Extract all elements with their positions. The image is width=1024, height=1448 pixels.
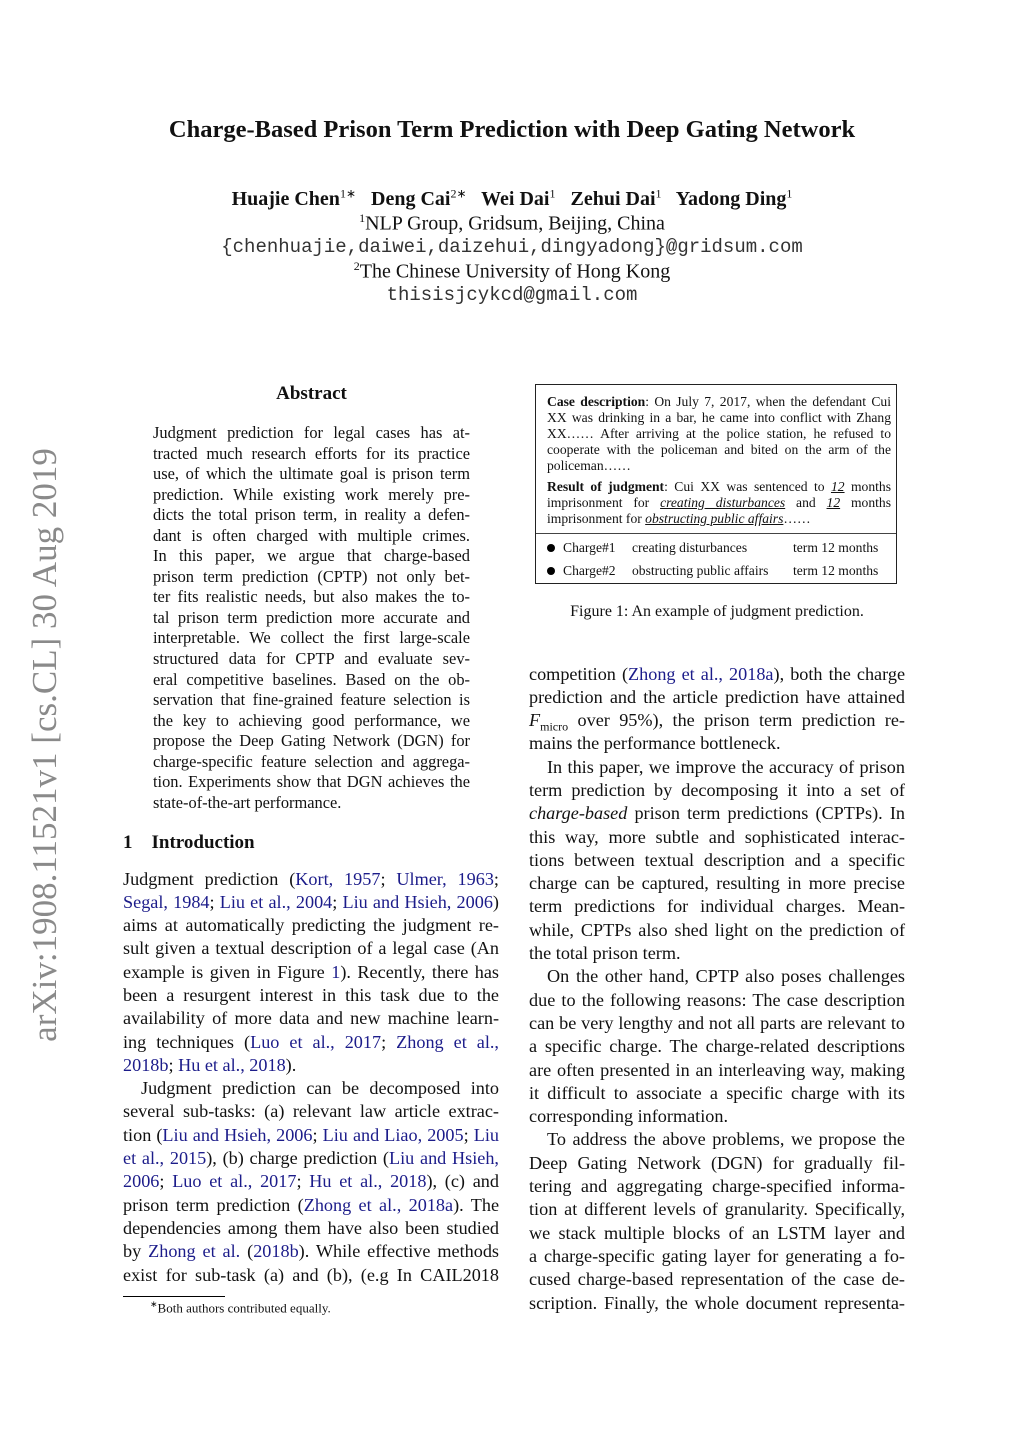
text-segment: use, of which the ultimate goal is prison term (153, 464, 470, 484)
text-segment: due to the following reasons: The case description (529, 989, 905, 1010)
text-line (153, 628, 470, 649)
text-line (123, 1240, 499, 1263)
text-line (529, 1059, 905, 1082)
text-segment: interpretable. We collect the first large-scale (153, 628, 470, 648)
text-line (153, 423, 470, 444)
affiliation-1: $^1$NLP Group, Gridsum, Beijing, China (359, 211, 665, 235)
charge-name: creating disturbances (632, 540, 748, 555)
citation-link[interactable]: Zhong et al., (396, 1031, 499, 1052)
text-line (547, 479, 891, 495)
citation-link[interactable]: Liu and Liao, 2005 (322, 1124, 464, 1145)
figure-divider (536, 533, 896, 534)
text-line (123, 1007, 499, 1030)
citation-link[interactable]: Luo et al., 2017 (250, 1031, 382, 1052)
text-segment: by (123, 1241, 149, 1262)
text-line (153, 752, 470, 773)
citation-link[interactable]: et al., 2015 (123, 1148, 207, 1169)
text-segment: dicts the total prison term, in reality a defen- (153, 505, 470, 525)
text-line (529, 895, 905, 918)
emphasis: 12 (826, 495, 841, 510)
text-line (153, 464, 470, 485)
text-segment: tion ( (123, 1124, 163, 1145)
intro-left-column (123, 868, 499, 1287)
text-line (529, 1082, 905, 1105)
bold-label: Result of judgment (547, 479, 665, 494)
charge-name: obstructing public affairs (632, 563, 769, 578)
text-segment: a charge-specific gating layer for generating a fo- (529, 1245, 905, 1266)
text-segment: cooperate with the policeman and bited on the arm of the (547, 442, 891, 457)
bullet-icon (547, 567, 555, 575)
text-segment: ; (463, 1124, 474, 1145)
text-segment: ; (380, 868, 397, 889)
text-segment: prediction. While existing work merely pre- (153, 484, 470, 504)
citation-link[interactable]: Liu (473, 1124, 499, 1145)
text-line (529, 872, 905, 895)
text-segment: Deep Gating Network (DGN) for gradually fil- (529, 1152, 905, 1173)
text-line (123, 1124, 499, 1147)
text-line (529, 989, 905, 1012)
text-segment: been a resurgent interest in this task due to the (123, 984, 499, 1005)
text-segment: example is given in Figure (123, 961, 332, 982)
text-line (529, 779, 905, 802)
section-heading: 1 Introduction (123, 832, 255, 853)
figure-caption: Figure 1: An example of judgment prediction. (570, 603, 864, 620)
citation-link[interactable]: 2006 (123, 1171, 160, 1192)
text-line (123, 1217, 499, 1240)
citation-link[interactable]: Hu et al., 2018 (309, 1171, 427, 1192)
abstract-text (153, 423, 470, 813)
text-line (123, 984, 499, 1007)
text-line (547, 410, 891, 426)
text-line (529, 1245, 905, 1268)
text-segment: : Cui XX was sentenced to (664, 479, 831, 494)
text-segment: ). While effective methods (298, 1241, 500, 1262)
text-segment: tion. Experiments show that DGN achieves the (153, 772, 470, 792)
citation-link[interactable]: Segal, 1984 (123, 891, 210, 912)
text-line (529, 732, 905, 755)
text-segment: ). Recently, there has (340, 961, 500, 982)
text-line (153, 690, 470, 711)
text-segment: while, CPTPs also shed light on the prediction of (529, 919, 905, 940)
text-segment: can be very lengthy and not all parts are relevant to (529, 1012, 905, 1033)
text-line (529, 1105, 905, 1128)
email-2: thisisjcykcd@gmail.com (386, 284, 638, 306)
abstract-heading: Abstract (276, 383, 347, 404)
text-line (123, 937, 499, 960)
text-line (123, 868, 499, 891)
text-segment: In this paper, we improve the accuracy of prison (547, 756, 905, 777)
text-segment: prison term prediction (CPTP) not only bet- (153, 566, 470, 586)
text-segment: the total prison term. (529, 943, 681, 964)
text-segment: Judgment prediction ( (123, 868, 296, 889)
text-segment: a specific charge. The charge-related descriptions (529, 1036, 905, 1057)
text-segment: ter fits realistic needs, but also makes the to- (153, 587, 470, 607)
text-line (123, 1054, 499, 1077)
text-line (547, 442, 891, 458)
bullet-icon (547, 544, 555, 552)
text-segment: imprisonment for (547, 495, 661, 510)
citation-link[interactable]: Zhong et al., 2018a (628, 663, 774, 684)
text-segment: state-of-the-art performance. (153, 792, 342, 812)
text-segment: ), (c) and (426, 1171, 499, 1192)
text-line (153, 772, 470, 793)
text-segment: ) (492, 891, 499, 912)
text-segment: dependencies among them have also been studied (123, 1217, 499, 1238)
text-segment: term predictions for individual charges. Mean- (529, 896, 905, 917)
citation-link[interactable]: 2018b (123, 1054, 169, 1075)
citation-link[interactable]: Luo et al., 2017 (172, 1171, 297, 1192)
text-line (529, 1152, 905, 1175)
citation-link[interactable]: Liu and Hsieh, (388, 1148, 499, 1169)
text-line (153, 526, 470, 547)
text-line (153, 587, 470, 608)
footnote-rule (123, 1296, 225, 1297)
text-line (529, 756, 905, 779)
text-segment: and (785, 495, 827, 510)
charge-row (536, 539, 896, 557)
text-line (529, 802, 905, 825)
bold-label: Case description (547, 394, 646, 409)
text-segment: XX…… After arriving at the police station, he refused to (547, 426, 891, 441)
text-line (123, 891, 499, 914)
text-segment: Judgment prediction can be decomposed into (141, 1078, 499, 1099)
footnote: ∗Both authors contributed equally. (150, 1299, 331, 1316)
text-line (529, 1292, 905, 1315)
text-segment: tal prison term prediction more accurate and (153, 607, 470, 627)
text-line (153, 505, 470, 526)
text-segment: ; (493, 868, 499, 889)
affiliation-2: $^2$The Chinese University of Hong Kong (353, 259, 671, 283)
emphasis: obstructing public affairs (645, 511, 784, 526)
text-line (153, 608, 470, 629)
text-segment: ). (285, 1054, 297, 1075)
text-line (153, 546, 470, 567)
text-segment: aims at automatically predicting the judgment re- (123, 915, 499, 936)
text-line (153, 670, 470, 691)
text-segment: over 95%), the prison term prediction re- (568, 710, 905, 731)
text-line (529, 1175, 905, 1198)
text-line (123, 1031, 499, 1054)
text-segment: ; (332, 891, 343, 912)
text-line (153, 567, 470, 588)
text-segment: tion at different levels of granularity. Specifically, (529, 1199, 905, 1220)
text-segment: ; (159, 1171, 173, 1192)
text-segment: tering and aggregating charge-specified informa- (529, 1176, 905, 1197)
author: Yadong Ding$^1$ (675, 186, 793, 210)
text-segment: imprisonment for (547, 511, 646, 526)
text-segment: ). The (453, 1194, 500, 1215)
text-line (123, 961, 499, 984)
text-line (153, 485, 470, 506)
text-line (123, 1077, 499, 1100)
text-line (123, 914, 499, 937)
text-segment: ; (168, 1054, 179, 1075)
text-segment: are often presented in an interleaving way, making (529, 1059, 905, 1080)
text-line (529, 942, 905, 965)
text-line (529, 686, 905, 709)
text-segment: scription. Finally, the whole document representa- (529, 1292, 905, 1313)
citation-link[interactable]: Hu et al., 2018 (178, 1054, 286, 1075)
author: Wei Dai$^1$ (481, 186, 556, 210)
text-segment: ; (381, 1031, 397, 1052)
text-segment: months (840, 495, 891, 510)
citation-link[interactable]: 1 (331, 961, 341, 982)
text-segment: charge can be captured, resulting in more precise (529, 873, 905, 894)
text-line (547, 495, 891, 511)
text-segment: Judgment prediction for legal cases has at- (153, 423, 470, 442)
text-line (123, 1194, 499, 1217)
text-line (529, 1222, 905, 1245)
citation-link[interactable]: 2018b (253, 1241, 299, 1262)
text-segment: ), both the charge (773, 663, 906, 684)
text-line (529, 919, 905, 942)
emphasis: creating disturbances (660, 495, 786, 510)
case-description (547, 394, 891, 474)
text-line (547, 394, 891, 410)
text-line (529, 663, 905, 686)
text-line (547, 426, 891, 442)
intro-right-column (529, 663, 905, 1315)
author: Huajie Chen$^{1∗}$ (231, 186, 356, 210)
text-line (547, 511, 891, 527)
text-segment: In this paper, we argue that charge-based (153, 546, 470, 566)
email-1: {chenhuajie,daiwei,daizehui,dingyadong}@gridsum.com (221, 236, 803, 258)
paper-title: Charge-Based Prison Term Prediction with Deep Gating Network (168, 116, 856, 143)
text-segment: To address the above problems, we propose the (547, 1129, 905, 1150)
text-line (529, 849, 905, 872)
text-segment: the key to achieving good performance, we (153, 710, 470, 730)
text-segment: ( (240, 1241, 254, 1262)
text-line (153, 731, 470, 752)
text-segment: dant is often charged with multiple crimes. (153, 525, 470, 545)
citation-link[interactable]: Liu et al., 2004 (219, 891, 333, 912)
text-segment: this way, more subtle and sophisticated interac- (529, 826, 905, 847)
charge-term: term 12 months (793, 540, 879, 555)
charge-row (536, 562, 896, 580)
text-line (153, 711, 470, 732)
text-line (153, 649, 470, 670)
text-segment: : On July 7, 2017, when the defendant Cui (645, 394, 891, 409)
text-segment: tions between textual description and a specific (529, 849, 905, 870)
charge-term: term 12 months (793, 563, 879, 578)
text-segment: sult given a textual description of a legal case (An (123, 938, 499, 959)
text-segment: ; (209, 891, 220, 912)
text-segment: we stack multiple blocks of an LSTM layer and (529, 1222, 905, 1243)
text-segment: cused charge-based representation of the case de- (529, 1269, 905, 1290)
text-segment: it difficult to associate a specific charge with its (529, 1082, 905, 1103)
emphasis: 12 (830, 479, 845, 494)
text-segment: charge-specific feature selection and aggrega- (153, 751, 470, 771)
text-line (123, 1170, 499, 1193)
text-segment: term prediction by decomposing it into a set of (529, 779, 905, 800)
citation-link[interactable]: Zhong et al. (148, 1241, 241, 1262)
text-line (529, 1128, 905, 1151)
text-segment: corresponding information. (529, 1106, 729, 1127)
text-segment: prediction and the article prediction have attained (529, 686, 905, 707)
text-segment: ; (312, 1124, 323, 1145)
text-line (529, 1198, 905, 1221)
math-symbol: $F_{micro}$ (529, 710, 569, 734)
text-segment: months (844, 479, 891, 494)
text-segment: prison term prediction ( (123, 1194, 304, 1215)
citation-link[interactable]: Zhong et al., 2018a (303, 1194, 454, 1215)
text-segment: availability of more data and new machine learn- (123, 1008, 499, 1029)
text-line (153, 793, 470, 814)
text-line (123, 1147, 499, 1170)
text-segment: On the other hand, CPTP also poses challenges (547, 966, 905, 987)
text-line (529, 709, 905, 732)
citation-link[interactable]: Liu and Hsieh, 2006 (162, 1124, 313, 1145)
text-line (529, 965, 905, 988)
text-segment: ; (296, 1171, 310, 1192)
text-segment: tracted much research efforts for its practice (153, 443, 470, 463)
text-segment: propose the Deep Gating Network (DGN) for (153, 731, 470, 751)
text-segment: exist for sub-task (a) and (b), (e.g In CAIL2018 (123, 1264, 499, 1285)
judgment-result (547, 479, 891, 527)
text-line (123, 1100, 499, 1123)
author: Deng Cai$^{2∗}$ (371, 186, 467, 210)
italic-term: charge-based (529, 803, 628, 824)
charge-label: Charge#1 (563, 540, 616, 555)
text-line (529, 1268, 905, 1291)
text-line (153, 444, 470, 465)
author: Zehui Dai$^1$ (570, 186, 662, 210)
arxiv-stamp: arXiv:1908.11521v1 [cs.CL] 30 Aug 2019 (25, 448, 64, 1042)
text-segment: prison term predictions (CPTPs). In (627, 803, 905, 824)
text-segment: servation that fine-grained feature selection is (153, 690, 470, 710)
text-line (529, 1035, 905, 1058)
text-segment: XX was drinking in a bar, he came into conflict with Zhang (547, 410, 891, 425)
text-segment: eral competitive baselines. Based on the ob- (153, 669, 470, 689)
text-line (529, 1012, 905, 1035)
text-line (547, 458, 891, 474)
citation-link[interactable]: Ulmer, 1963 (396, 868, 494, 889)
citation-link[interactable]: Kort, 1957 (295, 868, 381, 889)
text-segment: mains the performance bottleneck. (529, 733, 781, 754)
text-segment: policeman…… (547, 458, 631, 473)
text-segment: ing techniques ( (123, 1031, 251, 1052)
text-line (123, 1264, 499, 1287)
text-segment: ), (b) charge prediction ( (206, 1148, 389, 1169)
text-segment: …… (783, 511, 811, 526)
charge-label: Charge#2 (563, 563, 616, 578)
author-list (0, 186, 1024, 211)
text-line (529, 826, 905, 849)
citation-link[interactable]: Liu and Hsieh, 2006 (342, 891, 493, 912)
figure-1-box (535, 384, 897, 584)
text-segment: several sub-tasks: (a) relevant law article extrac- (123, 1101, 499, 1122)
text-segment: competition ( (529, 663, 629, 684)
text-segment: structured data for CPTP and evaluate sev- (153, 649, 470, 669)
